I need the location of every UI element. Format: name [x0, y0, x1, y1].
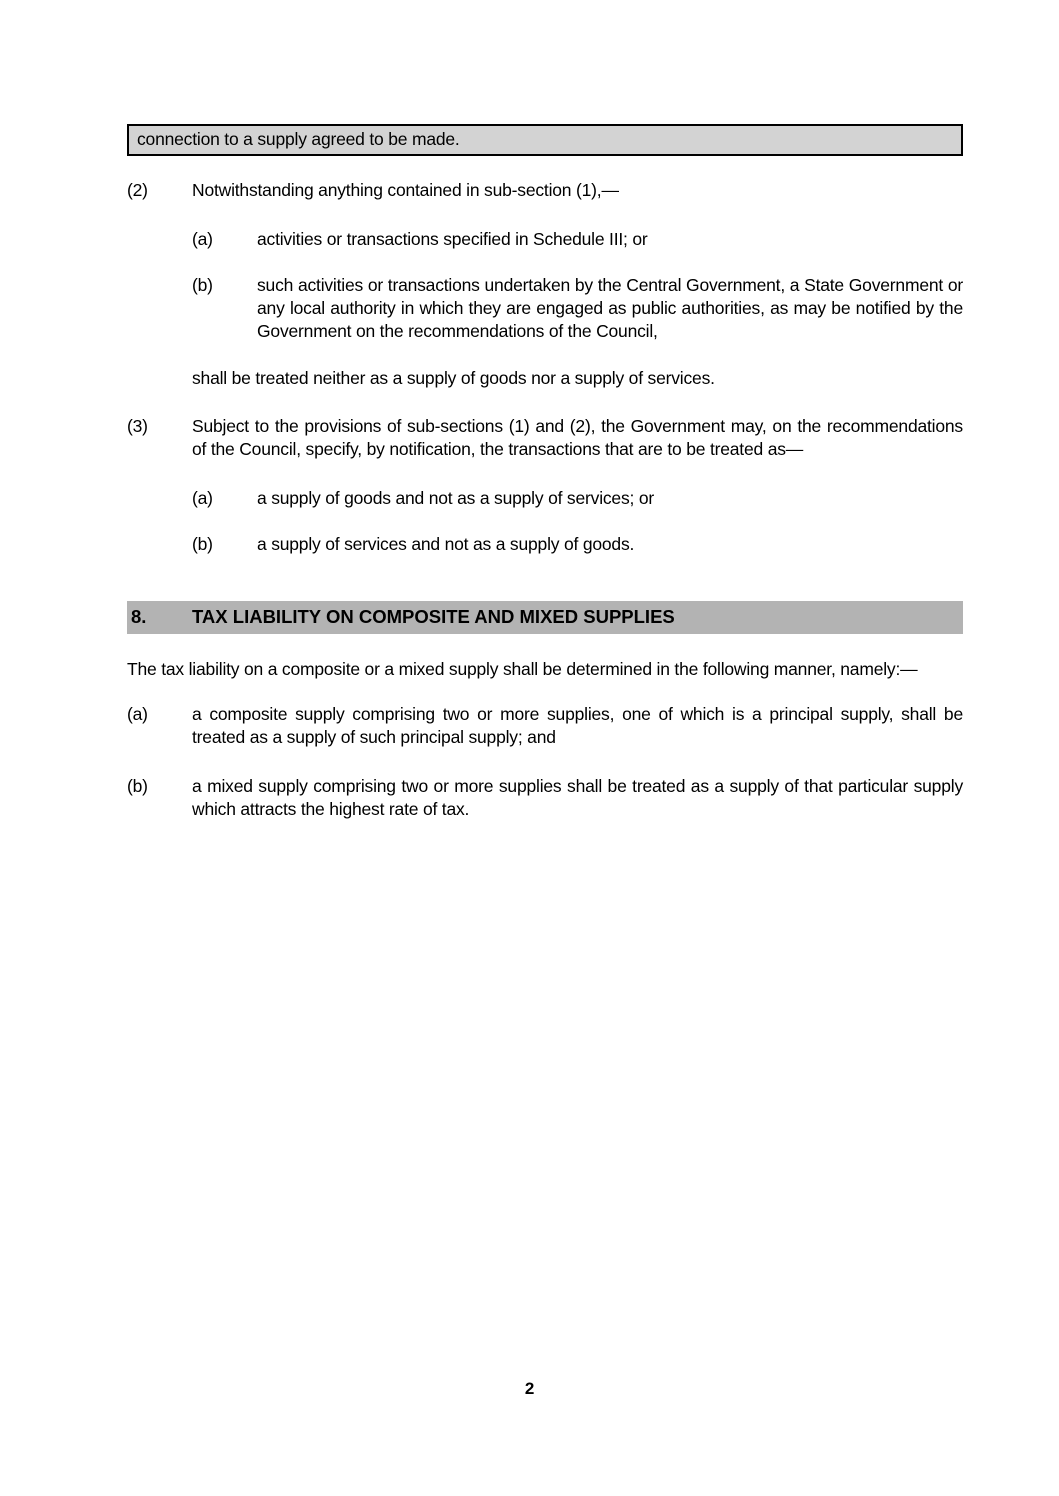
section-8-heading-bar	[127, 601, 963, 634]
section-8-item-a	[127, 703, 963, 749]
section-8-item-b	[127, 775, 963, 821]
clause-2-closing: shall be treated neither as a supply of goods nor a supply of services.	[192, 368, 715, 388]
clause-3	[127, 415, 963, 461]
clause-2a	[192, 228, 963, 251]
section-8-item-a-text: a composite supply comprising two or more supplies, one of which is a principal supply, shall be treated as a supply of such principal supply; and	[192, 704, 963, 747]
clause-2b	[192, 274, 963, 343]
clause-2	[127, 179, 963, 202]
section-8-intro: The tax liability on a composite or a mixed supply shall be determined in the following manner, namely:—	[127, 659, 918, 679]
clause-3-marker: (3)	[127, 416, 148, 436]
section-8-title: TAX LIABILITY ON COMPOSITE AND MIXED SUPPLIES	[192, 606, 675, 627]
clause-3b-text: a supply of services and not as a supply of goods.	[257, 534, 635, 554]
clause-2b-text: such activities or transactions undertaken by the Central Government, a State Government or any local authority in which they are engaged as public authorities, as may be notified by the Government on the recommendations of the Council,	[257, 275, 963, 341]
clause-2-text: Notwithstanding anything contained in sub-section (1),—	[192, 180, 619, 200]
clause-2a-marker: (a)	[192, 229, 213, 249]
clause-3b	[192, 533, 963, 556]
clause-2a-text: activities or transactions specified in Schedule III; or	[257, 229, 648, 249]
continuation-text-box	[127, 124, 963, 156]
section-8-item-a-marker: (a)	[127, 704, 148, 724]
clause-3a-marker: (a)	[192, 488, 213, 508]
clause-2-marker: (2)	[127, 180, 148, 200]
page-number: 2	[524, 1379, 535, 1398]
section-8-item-b-text: a mixed supply comprising two or more supplies shall be treated as a supply of that particular supply which attracts the highest rate of tax.	[192, 776, 963, 819]
clause-2b-marker: (b)	[192, 275, 213, 295]
continuation-text: connection to a supply agreed to be made.	[137, 129, 460, 149]
section-8-item-b-marker: (b)	[127, 776, 148, 796]
section-8-number: 8.	[131, 606, 147, 627]
clause-3a	[192, 487, 963, 510]
clause-3-text: Subject to the provisions of sub-sections (1) and (2), the Government may, on the recommendations of the Council, specify, by notification, the transactions that are to be treated as—	[192, 416, 963, 459]
clause-3a-text: a supply of goods and not as a supply of services; or	[257, 488, 655, 508]
page-content	[127, 124, 963, 847]
clause-3b-marker: (b)	[192, 534, 213, 554]
